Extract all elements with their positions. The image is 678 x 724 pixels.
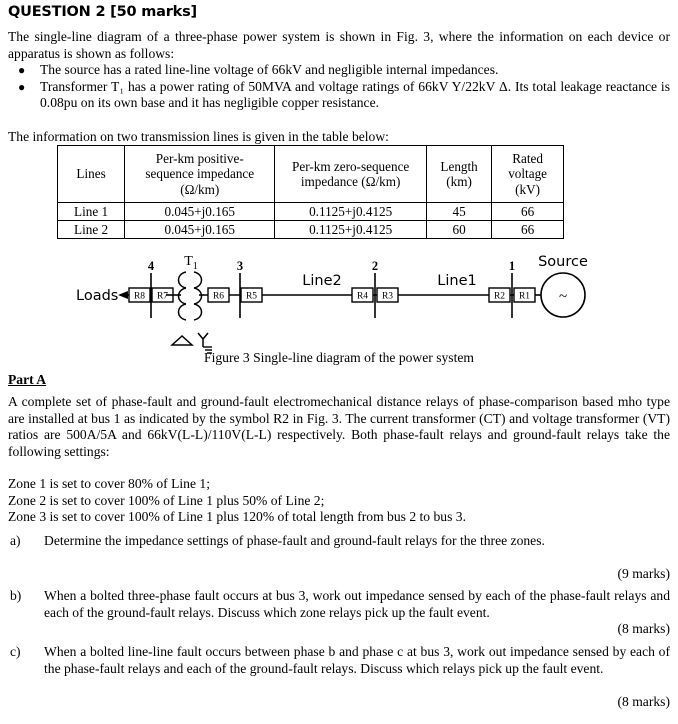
zone-settings-list — [8, 476, 670, 526]
bullet-text: Transformer T₁ has a power rating of 50MVA and voltage ratings of 66kV Y/22kV Δ. Its total leakage reactance is 0.08pu on its own base and it has negligible copper resistance. — [40, 78, 670, 111]
device-bullet-list — [8, 62, 670, 112]
transformer-winding-primary — [179, 272, 187, 320]
column-header-zero-sequence: Per-km zero-sequence impedance (Ω/km) — [275, 146, 427, 203]
relay-label-r2: R2 — [493, 291, 506, 302]
loads-label: Loads — [76, 288, 119, 304]
wye-winding-icon — [198, 333, 208, 347]
relay-label-r4: R4 — [356, 291, 369, 302]
list-item — [8, 79, 670, 112]
bus-label-3: 3 — [236, 259, 244, 273]
cell-line-name: Line 1 — [58, 203, 125, 221]
list-item — [8, 62, 670, 79]
transmission-lines-table — [57, 145, 564, 239]
column-header-length: Length (km) — [426, 146, 491, 203]
cell-line-name: Line 2 — [58, 221, 125, 239]
part-a-body: A complete set of phase-fault and ground-fault electromechanical distance relays of phase-comparison based mho type are installed at bus 1 as indicated by the symbol R2 in Fig. 3. The current transformer (CT) and voltage transformer (VT) ratios are 500A/5A and 66kV(L-L)/110V(L-L) respectively. Both phase-fault relays and ground-fault relays take the following settings: — [8, 394, 670, 459]
loads-arrow-head-icon — [118, 291, 128, 299]
question-item-c — [8, 644, 670, 677]
cell-rated-voltage: 66 — [492, 221, 564, 239]
question-a-label: a) — [10, 533, 21, 548]
source-ac-icon: ~ — [558, 289, 568, 305]
column-header-lines: Lines — [58, 146, 125, 203]
transformer-winding-secondary — [194, 272, 202, 320]
bullet-icon: ● — [18, 79, 26, 94]
zone-setting-3: Zone 3 is set to cover 100% of Line 1 plus 120% of total length from bus 2 to bus 3. — [8, 509, 466, 525]
bullet-text: The source has a rated line-line voltage of 66kV and negligible internal impedances. — [40, 62, 499, 77]
zone-setting-1: Zone 1 is set to cover 80% of Line 1; — [8, 476, 210, 491]
cell-length: 60 — [426, 221, 491, 239]
cell-rated-voltage: 66 — [492, 203, 564, 221]
page-title: QUESTION 2 [50 marks] — [8, 4, 197, 20]
question-c-text: When a bolted line-line fault occurs between phase b and phase c at bus 3, work out impedance sensed by each of the phase-fault relays and each of the ground-fault relays. Discuss which relays pick up the fault event. — [44, 644, 670, 676]
relay-label-r5: R5 — [245, 291, 258, 302]
line2-label: Line2 — [302, 273, 342, 289]
transformer-label: $T_1$ — [184, 254, 198, 272]
part-a-heading: Part A — [8, 372, 47, 387]
relay-label-r3: R3 — [381, 291, 394, 302]
question-b-text: When a bolted three-phase fault occurs at bus 3, work out impedance sensed by each of the phase-fault relays and each of the ground-fault relays. Discuss which zone relays pick up the fault event. — [44, 588, 670, 620]
column-header-rated-voltage: Rated voltage (kV) — [492, 146, 564, 203]
cell-zero-sequence: 0.1125+j0.4125 — [275, 221, 427, 239]
zone-setting-2: Zone 2 is set to cover 100% of Line 1 plus 50% of Line 2; — [8, 492, 325, 508]
line1-label: Line1 — [437, 273, 477, 289]
relay-label-r7: R7 — [156, 291, 169, 302]
marks-a: (9 marks) — [617, 566, 670, 581]
marks-c: (8 marks) — [617, 694, 670, 709]
intro-paragraph: The single-line diagram of a three-phase power system is shown in Fig. 3, where the information on each device or apparatus is shown as follows: — [8, 29, 670, 61]
table-header-row — [58, 146, 564, 203]
bullet-icon: ● — [18, 63, 26, 77]
table-lead-text: The information on two transmission lines is given in the table below: — [8, 129, 389, 144]
question-item-a — [8, 533, 670, 550]
question-c-label: c) — [10, 644, 21, 659]
source-label: Source — [538, 254, 588, 270]
relay-label-r1: R1 — [518, 291, 531, 302]
delta-winding-icon — [172, 336, 192, 345]
question-a-text: Determine the impedance settings of phase-fault and ground-fault relays for the three zones. — [44, 533, 545, 548]
cell-length: 45 — [426, 203, 491, 221]
cell-positive-sequence: 0.045+j0.165 — [125, 221, 275, 239]
relay-label-r6: R6 — [212, 291, 225, 302]
bus-label-2: 2 — [371, 259, 379, 273]
table-row — [58, 221, 564, 239]
cell-positive-sequence: 0.045+j0.165 — [125, 203, 275, 221]
figure-caption: Figure 3 Single-line diagram of the power system — [204, 350, 474, 365]
column-header-positive-sequence: Per-km positive- sequence impedance (Ω/km) — [125, 146, 275, 203]
table-body — [58, 203, 564, 239]
bus-label-1: 1 — [508, 259, 516, 273]
bus-label-4: 4 — [147, 259, 155, 273]
table-row — [58, 203, 564, 221]
table-head — [58, 146, 564, 203]
marks-b: (8 marks) — [617, 621, 670, 636]
cell-zero-sequence: 0.1125+j0.4125 — [275, 203, 427, 221]
relay-label-r8: R8 — [133, 291, 146, 302]
question-b-label: b) — [10, 588, 22, 603]
question-item-b — [8, 588, 670, 621]
